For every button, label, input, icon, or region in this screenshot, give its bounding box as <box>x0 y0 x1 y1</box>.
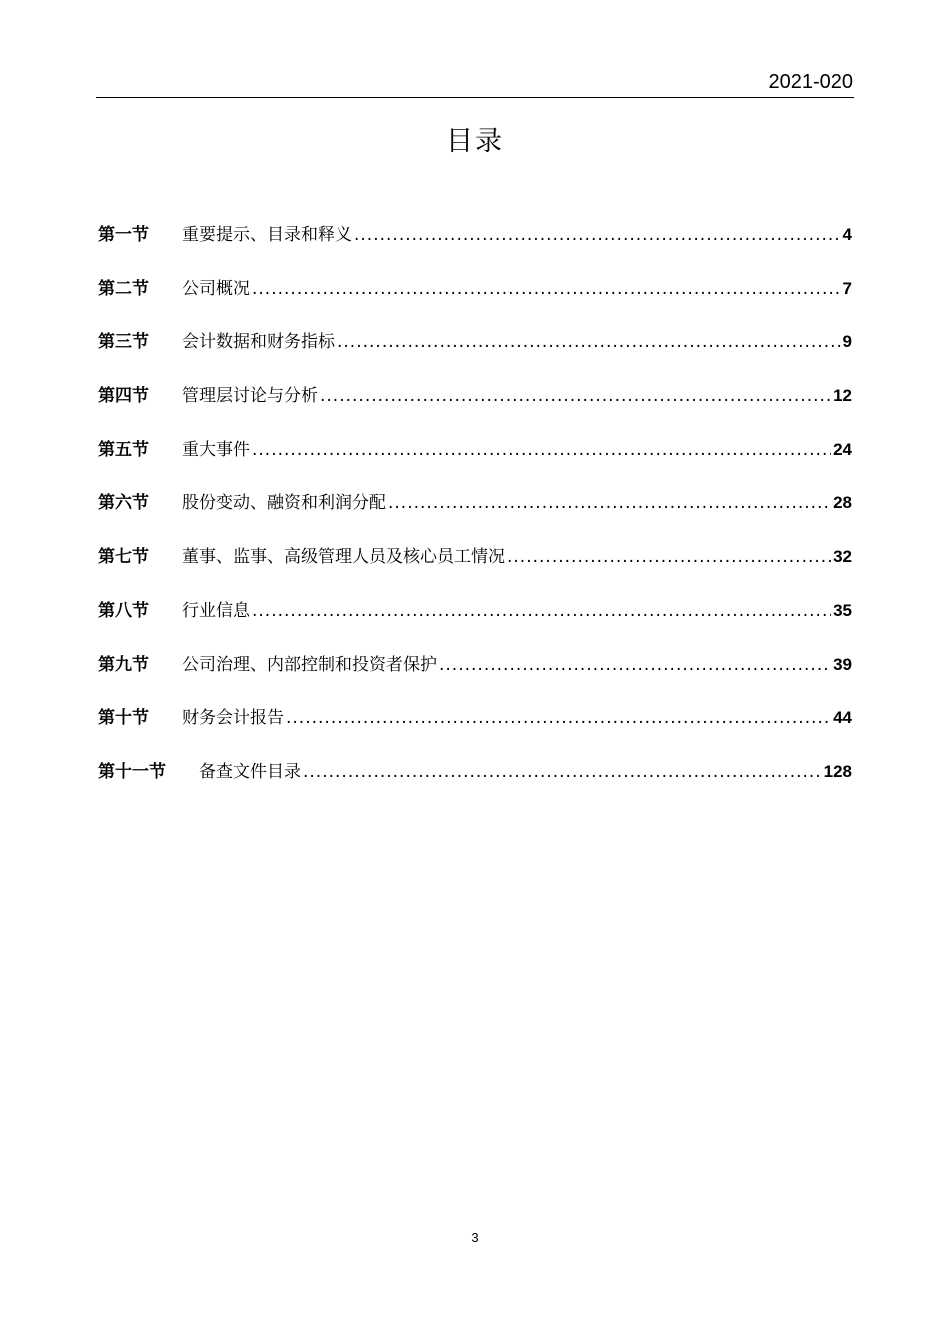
toc-dot-leader <box>320 381 831 411</box>
toc-section-number: 第七节 <box>98 547 149 568</box>
page-number: 3 <box>471 1230 479 1245</box>
toc-page-number: 128 <box>823 761 852 781</box>
toc-page-number: 24 <box>833 439 852 459</box>
toc-entry-5[interactable] <box>98 435 852 489</box>
toc-page-number: 9 <box>842 332 852 352</box>
toc-heading: 董事、监事、高级管理人员及核心员工情况 <box>182 547 505 568</box>
toc-dot-leader <box>354 220 841 250</box>
toc-section-number: 第八节 <box>98 600 149 621</box>
toc-page-number: 44 <box>833 708 852 728</box>
toc-heading: 股份变动、融资和利润分配 <box>182 493 386 514</box>
toc-page-number: 12 <box>833 386 852 406</box>
toc-section-number: 第十一节 <box>98 761 166 782</box>
toc-entry-9[interactable] <box>98 650 852 704</box>
toc-dot-leader <box>252 596 831 626</box>
toc-section-number: 第三节 <box>98 332 149 353</box>
toc-heading: 会计数据和财务指标 <box>182 332 335 353</box>
toc-entry-6[interactable] <box>98 488 852 542</box>
toc-heading: 管理层讨论与分析 <box>182 386 318 407</box>
toc-heading: 公司治理、内部控制和投资者保护 <box>182 654 437 675</box>
toc-heading: 公司概况 <box>182 278 250 299</box>
toc-dot-leader <box>337 327 841 357</box>
toc-page-number: 35 <box>833 600 852 620</box>
toc-page-number: 39 <box>833 654 852 674</box>
toc-section-number: 第六节 <box>98 493 149 514</box>
toc-heading: 财务会计报告 <box>182 708 284 729</box>
toc-entry-4[interactable] <box>98 381 852 435</box>
toc-page-number: 32 <box>833 547 852 567</box>
toc-entry-10[interactable] <box>98 703 852 757</box>
toc-heading: 备查文件目录 <box>199 761 301 782</box>
toc-page-number: 28 <box>833 493 852 513</box>
table-of-contents <box>98 220 852 811</box>
toc-entry-3[interactable] <box>98 327 852 381</box>
toc-entry-2[interactable] <box>98 274 852 328</box>
toc-heading: 重大事件 <box>182 439 250 460</box>
toc-dot-leader <box>252 435 831 465</box>
toc-dot-leader <box>252 274 841 304</box>
toc-heading: 重要提示、目录和释义 <box>182 225 352 245</box>
toc-section-number: 第二节 <box>98 278 149 299</box>
toc-page-number: 4 <box>842 225 852 244</box>
toc-section-number: 第四节 <box>98 386 149 407</box>
toc-dot-leader <box>286 703 831 733</box>
document-code: 2021-020 <box>768 71 853 93</box>
toc-dot-leader <box>439 650 831 680</box>
toc-heading: 行业信息 <box>182 600 250 621</box>
toc-entry-11[interactable] <box>98 757 852 811</box>
toc-section-number: 第九节 <box>98 654 149 675</box>
toc-section-number: 第五节 <box>98 439 149 460</box>
toc-dot-leader <box>303 757 822 787</box>
toc-entry-8[interactable] <box>98 596 852 650</box>
toc-section-number: 第十节 <box>98 708 149 729</box>
header-divider <box>96 97 854 98</box>
toc-page-number: 7 <box>842 278 852 298</box>
toc-entry-1[interactable] <box>98 220 852 274</box>
toc-section-number: 第一节 <box>98 225 149 245</box>
toc-dot-leader <box>507 542 831 572</box>
toc-dot-leader <box>388 488 831 518</box>
page-title: 目录 <box>446 126 504 157</box>
toc-entry-7[interactable] <box>98 542 852 596</box>
